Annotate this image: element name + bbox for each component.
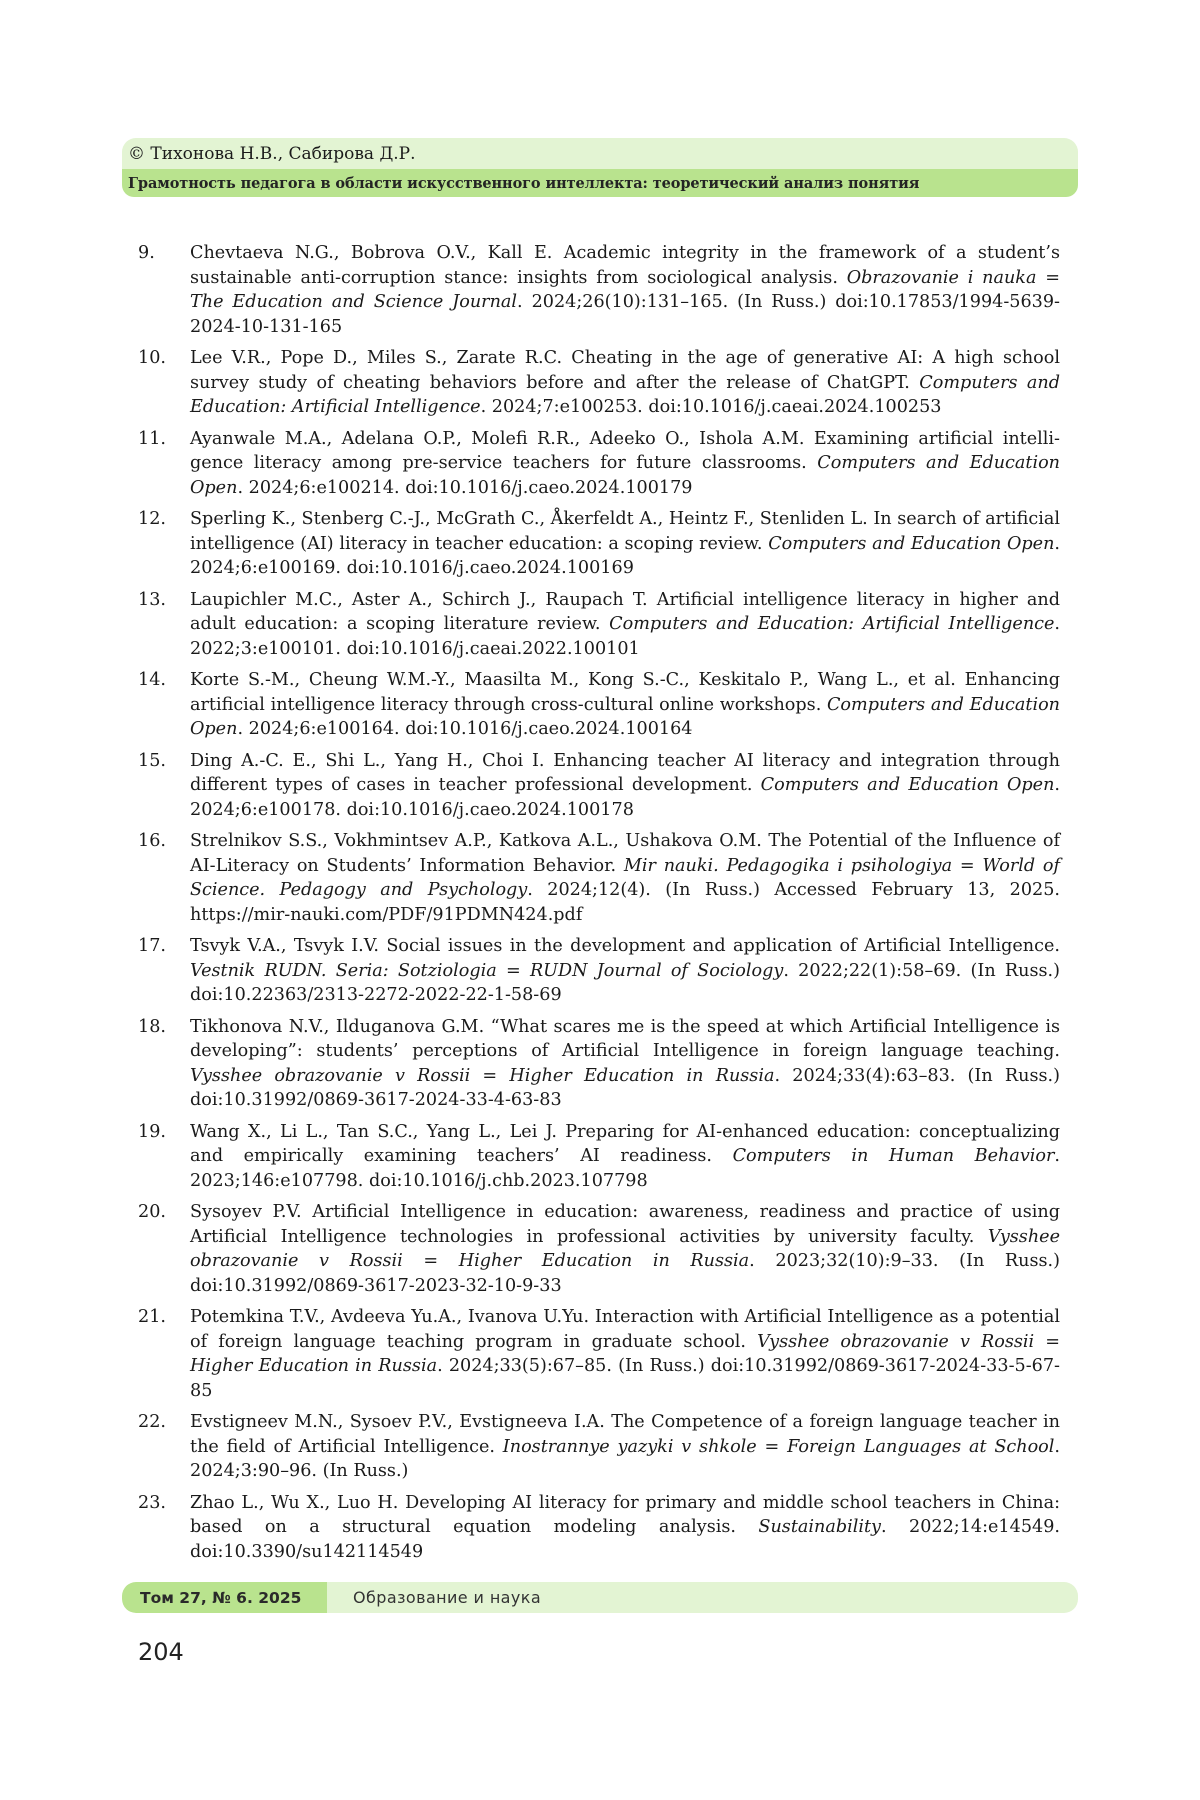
reference-journal: Vysshee obrazovanie v Rossii = Higher Education in Russia bbox=[190, 1331, 1060, 1376]
reference-journal: Inostrannye yazyki v shkole = Foreign Languages at School bbox=[502, 1436, 1055, 1457]
reference-item bbox=[138, 934, 1060, 1008]
reference-item bbox=[138, 1120, 1060, 1194]
reference-journal: Computers and Education Open bbox=[760, 775, 1055, 795]
reference-item bbox=[138, 346, 1060, 420]
reference-text bbox=[190, 1305, 1060, 1403]
reference-item bbox=[138, 829, 1060, 927]
reference-text bbox=[190, 507, 1060, 581]
reference-authors-title: Zhao L., Wu X., Luo H. Developing AI literacy for primary and middle school teachers in China: based on a structural equation modeling analysis. bbox=[190, 1492, 1060, 1537]
reference-text bbox=[190, 427, 1060, 501]
reference-journal: Vysshee obrazovanie v Rossii = Higher Education in Russia bbox=[190, 1065, 775, 1086]
reference-number: 14. bbox=[138, 670, 166, 690]
reference-journal: Computers and Education: Artificial Intelligence bbox=[609, 614, 1055, 634]
reference-journal: Vestnik RUDN. Seria: Sotziologia = RUDN Journal of Sociology bbox=[190, 960, 784, 981]
reference-item bbox=[138, 427, 1060, 501]
reference-details: . 2023;146:e107798. doi:10.1016/j.chb.2023.107798 bbox=[190, 1146, 1060, 1191]
reference-details: . 2022;14:e14549. doi:10.3390/su142114549 bbox=[190, 1517, 1060, 1562]
reference-item bbox=[138, 668, 1060, 742]
reference-authors-title: Korte S.-M., Cheung W.M.-Y., Maasilta M., Kong S.-C., Keskitalo P., Wang L., et al. Enhancing artificial intelligence literacy through cross-cultural online workshops. bbox=[190, 670, 1060, 715]
reference-number: 18. bbox=[138, 1016, 166, 1037]
reference-journal: Computers and Education: Artificial Intelligence bbox=[190, 372, 1060, 417]
page-number: 204 bbox=[138, 1638, 184, 1666]
reference-number: 16. bbox=[138, 831, 166, 851]
reference-details: . 2024;33(4):63–83. (In Russ.) doi:10.31992/0869-3617-2024-33-4-63-83 bbox=[190, 1065, 1060, 1110]
running-footer bbox=[122, 1582, 1078, 1613]
reference-details: . 2023;32(10):9–33. (In Russ.) doi:10.31992/0869-3617-2023-32-10-9-33 bbox=[190, 1251, 1060, 1296]
reference-item bbox=[138, 588, 1060, 662]
reference-number: 10. bbox=[138, 348, 166, 368]
reference-number: 20. bbox=[138, 1202, 166, 1222]
reference-list bbox=[138, 241, 1060, 1571]
reference-item bbox=[138, 241, 1060, 339]
reference-text bbox=[190, 241, 1060, 339]
footer-volume: Том 27, № 6. 2025 bbox=[122, 1582, 327, 1613]
reference-details: . 2024;6:e100169. doi:10.1016/j.caeo.2024.100169 bbox=[190, 533, 1060, 578]
reference-journal: Mir nauki. Pedagogika i psihologiya = World of Science. Pedagogy and Psychology bbox=[190, 855, 1060, 900]
reference-item bbox=[138, 749, 1060, 823]
reference-authors-title: Ayanwale M.A., Adelana O.P., Molefi R.R., Adeeko O., Ishola A.M. Examining artificial intelligence literacy among pre-service teachers for future classrooms. bbox=[190, 428, 1060, 473]
reference-authors-title: Ding A.-C. E., Shi L., Yang H., Choi I. Enhancing teacher AI literacy and integration through different types of cases in teacher professional development. bbox=[190, 750, 1060, 795]
reference-text bbox=[190, 1491, 1060, 1565]
reference-authors-title: Evstigneev M.N., Sysoev P.V., Evstigneeva I.A. The Competence of a foreign language teacher in the field of Artificial Intelligence. bbox=[190, 1412, 1060, 1457]
reference-number: 21. bbox=[138, 1307, 166, 1327]
reference-journal: Obrazovanie i nauka = The Education and Science Journal bbox=[190, 267, 1060, 312]
reference-journal: Computers in Human Behavior bbox=[732, 1146, 1055, 1166]
reference-details: . 2024;6:e100214. doi:10.1016/j.caeo.2024.100179 bbox=[237, 477, 693, 498]
reference-text bbox=[190, 588, 1060, 662]
reference-number: 15. bbox=[138, 750, 166, 771]
reference-item bbox=[138, 1200, 1060, 1298]
reference-details: . 2022;22(1):58–69. (In Russ.) doi:10.22363/2313-2272-2022-22-1-58-69 bbox=[190, 960, 1060, 1005]
reference-details: . 2024;6:e100178. doi:10.1016/j.caeo.2024.100178 bbox=[190, 775, 1060, 820]
reference-journal: Computers and Education Open bbox=[190, 694, 1060, 739]
reference-journal: Sustainability bbox=[758, 1517, 881, 1537]
reference-journal: Computers and Education Open bbox=[190, 453, 1060, 498]
reference-authors-title: Lee V.R., Pope D., Miles S., Zarate R.C. Cheating in the age of generative AI: A high school survey study of cheating behaviors before and after the release of ChatGPT. bbox=[190, 348, 1060, 393]
reference-text bbox=[190, 668, 1060, 742]
reference-authors-title: Tikhonova N.V., Ilduganova G.M. “What scares me is the speed at which Artificial Intelligence is developing”: students’ perceptions of Artificial Intelligence in foreign language teaching. bbox=[190, 1016, 1060, 1061]
reference-details: . 2024;3:90–96. (In Russ.) bbox=[190, 1436, 1060, 1481]
reference-text bbox=[190, 934, 1060, 1008]
reference-item bbox=[138, 1015, 1060, 1113]
reference-number: 11. bbox=[138, 428, 166, 449]
reference-authors-title: Strelnikov S.S., Vokhmintsev A.P., Katkova A.L., Ushakova O.M. The Potential of the Influence of AI-Literacy on Students’ Information Behavior. bbox=[190, 831, 1060, 876]
reference-details: . 2024;33(5):67–85. (In Russ.) doi:10.31992/0869-3617-2024-33-5-67-85 bbox=[190, 1356, 1060, 1401]
reference-number: 9. bbox=[138, 243, 155, 263]
reference-text bbox=[190, 829, 1060, 927]
reference-details: . 2024;12(4). (In Russ.) Accessed February 13, 2025. https://mir-nauki.com/PDF/91PDMN424.pdf bbox=[190, 880, 1060, 925]
header-article-title: Грамотность педагога в области искусственного интеллекта: теоретический анализ понятия bbox=[122, 169, 1078, 197]
reference-text bbox=[190, 1015, 1060, 1113]
footer-journal-name: Образование и наука bbox=[353, 1588, 542, 1607]
reference-text bbox=[190, 1200, 1060, 1298]
reference-authors-title: Tsvyk V.A., Tsvyk I.V. Social issues in the development and application of Artificial Intelligence. bbox=[190, 936, 1060, 956]
reference-number: 23. bbox=[138, 1492, 166, 1513]
reference-journal: Vysshee obrazovanie v Rossii = Higher Education in Russia bbox=[190, 1226, 1060, 1271]
reference-text bbox=[190, 1410, 1060, 1484]
reference-authors-title: Chevtaeva N.G., Bobrova O.V., Kall E. Academic integrity in the framework of a student’s sustainable anti-corruption stance: insights from sociological analysis. bbox=[190, 243, 1060, 288]
reference-authors-title: Potemkina T.V., Avdeeva Yu.A., Ivanova U.Yu. Interaction with Artificial Intelligence as a potential of foreign language teaching program in graduate school. bbox=[190, 1307, 1060, 1352]
reference-details: . 2024;7:e100253. doi:10.1016/j.caeai.2024.100253 bbox=[480, 397, 942, 417]
reference-details: . 2024;26(10):131–165. (In Russ.) doi:10.17853/1994-5639-2024-10-131-165 bbox=[190, 292, 1060, 337]
reference-number: 17. bbox=[138, 936, 166, 956]
reference-number: 19. bbox=[138, 1121, 166, 1142]
reference-journal: Computers and Education Open bbox=[768, 533, 1055, 554]
reference-text bbox=[190, 346, 1060, 420]
reference-authors-title: Sysoyev P.V. Artificial Intelligence in education: awareness, readiness and practice of using Artificial Intelligence technologies in professional activities by university faculty. bbox=[190, 1202, 1060, 1247]
running-header bbox=[122, 138, 1078, 197]
reference-number: 13. bbox=[138, 589, 166, 610]
reference-details: . 2024;6:e100164. doi:10.1016/j.caeo.2024.100164 bbox=[237, 719, 693, 739]
header-authors: © Тихонова Н.В., Сабирова Д.Р. bbox=[122, 138, 1078, 169]
reference-authors-title: Wang X., Li L., Tan S.C., Yang L., Lei J. Preparing for AI-enhanced education: conceptualizing and empirically examining teachers’ AI readiness. bbox=[190, 1121, 1060, 1166]
reference-authors-title: Laupichler M.C., Aster A., Schirch J., Raupach T. Artificial intelligence literacy in higher and adult education: a scoping literature review. bbox=[190, 589, 1060, 634]
reference-text bbox=[190, 1120, 1060, 1194]
reference-authors-title: Sperling K., Stenberg C.-J., McGrath C., Åkerfeldt A., Heintz F., Stenliden L. In search of artificial intelligence (AI) literacy in teacher education: a scoping review. bbox=[190, 509, 1060, 554]
reference-number: 12. bbox=[138, 509, 166, 529]
reference-number: 22. bbox=[138, 1412, 166, 1432]
reference-item bbox=[138, 1410, 1060, 1484]
reference-details: . 2022;3:e100101. doi:10.1016/j.caeai.2022.100101 bbox=[190, 614, 1061, 659]
reference-text bbox=[190, 749, 1060, 823]
reference-item bbox=[138, 507, 1060, 581]
reference-item bbox=[138, 1491, 1060, 1565]
reference-item bbox=[138, 1305, 1060, 1403]
